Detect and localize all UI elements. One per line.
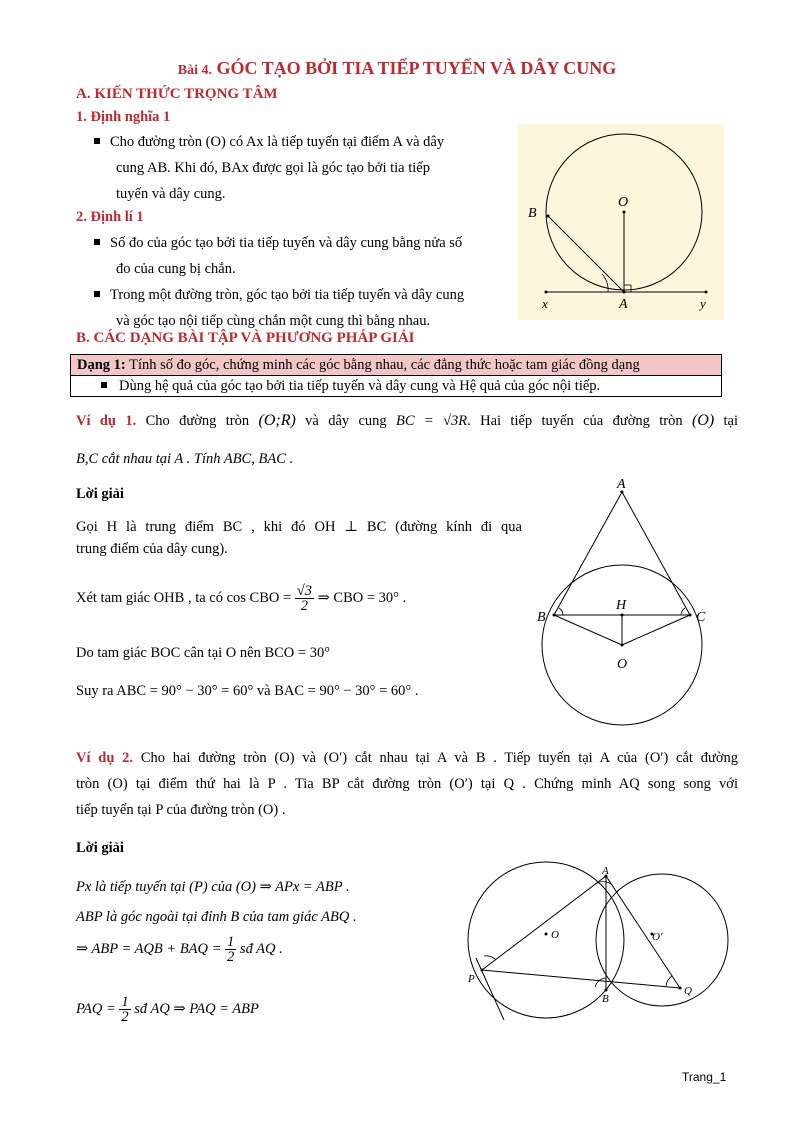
thm2-line-2: và góc tạo nội tiếp cùng chắn một cung thì bằng nhau. xyxy=(116,313,431,329)
thm1-line-1: Số đo của góc tạo bởi tia tiếp tuyến và dây cung bằng nửa số xyxy=(110,235,463,251)
page-number: Trang_1 xyxy=(682,1070,727,1084)
s4-pre: PAQ = xyxy=(76,1001,116,1017)
figure-background xyxy=(518,124,724,320)
theorem-bullet-1 xyxy=(94,230,510,282)
label-o: O xyxy=(617,657,628,672)
ex1-text-c: . Hai tiếp tuyến của đường tròn xyxy=(467,413,683,429)
label-x: x xyxy=(542,296,548,311)
section-a-heading: A. KIẾN THỨC TRỌNG TÂM xyxy=(76,86,278,102)
label-b: B xyxy=(602,993,609,1005)
ex2-line-1: Cho hai đường tròn (O) và (O′) cắt nhau tại A và B . Tiếp tuyến tại A của (O′) cắt đường xyxy=(140,750,739,766)
s4-num: 1 xyxy=(121,994,129,1011)
ex1-circle-o: (O) xyxy=(691,412,715,429)
example1-label: Ví dụ 1. xyxy=(76,413,137,429)
solution2-step3 xyxy=(76,934,283,964)
definition-heading: 1. Định nghĩa 1 xyxy=(76,109,171,125)
tangent-ac xyxy=(622,492,690,615)
label-o-prime: O′ xyxy=(652,931,663,943)
ex2-line-2: tròn (O) tại điểm thứ hai là P . Tia BP cắt đường tròn (O′) tại Q . Chứng minh AQ song song với xyxy=(76,776,738,792)
label-q: Q xyxy=(684,985,692,997)
radius-ob xyxy=(554,615,622,645)
segment-ap xyxy=(482,876,606,970)
ex2-line-3: tiếp tuyến tại P của đường tròn (O) . xyxy=(76,802,286,818)
thm1-line-2: đo của cung bị chắn. xyxy=(116,261,236,277)
example2-statement xyxy=(76,745,738,823)
ex1-circle: (O;R) xyxy=(258,412,296,429)
bullet-square-icon xyxy=(94,138,100,144)
solution2-step4 xyxy=(76,994,259,1024)
ex1-text-b: và dây cung xyxy=(305,413,387,429)
s3-den: 2 xyxy=(227,949,235,966)
label-a: A xyxy=(617,477,626,492)
radius-oc xyxy=(622,615,690,645)
label-o: O xyxy=(618,195,629,210)
def-line-2: cung AB. Khi đó, BAx được gọi là góc tạo bởi tia tiếp xyxy=(116,160,430,176)
bullet-square-icon xyxy=(94,291,100,297)
figure-two-tangents xyxy=(526,476,726,746)
s2-num: √3 xyxy=(296,583,313,600)
s2-den: 2 xyxy=(300,598,309,615)
circle-o xyxy=(468,862,624,1018)
bullet-square-icon xyxy=(101,382,107,388)
dang-hint-box xyxy=(70,375,722,397)
thm2-line-1: Trong một đường tròn, góc tạo bởi tia tiếp tuyến và dây cung xyxy=(110,287,465,303)
page-title xyxy=(0,58,794,79)
solution1-step4: Suy ra ABC = 90° − 30° = 60° và BAC = 90° − 30° = 60° . xyxy=(76,683,419,699)
fraction-sqrt3-over-2 xyxy=(295,584,314,613)
ex1-text-d: tại xyxy=(723,413,739,429)
tangent-ab xyxy=(554,492,622,615)
dang-hint: Dùng hệ quả của góc tạo bởi tia tiếp tuyến và dây cung và Hệ quả của góc nội tiếp. xyxy=(119,378,601,394)
segment-pq xyxy=(482,970,680,988)
dang-box xyxy=(70,354,722,376)
def-line-3: tuyến và dây cung. xyxy=(116,186,226,202)
figure-two-circles xyxy=(456,860,746,1030)
solution1-step2 xyxy=(76,583,406,613)
label-h: H xyxy=(616,598,627,613)
theorem-bullet-2 xyxy=(94,282,510,334)
s2-pre: Xét tam giác OHB , ta có cos CBO = xyxy=(76,590,292,606)
label-c: C xyxy=(696,610,706,625)
example1-line1 xyxy=(76,408,738,434)
s1-line-b: trung điểm của dây cung). xyxy=(76,541,228,557)
s2-post: ⇒ CBO = 30° . xyxy=(317,590,407,606)
def-line-1: Cho đường tròn (O) có Ax là tiếp tuyến tại điểm A và dây xyxy=(110,134,445,150)
solution2-step1: Px là tiếp tuyến tại (P) của (O) ⇒ APx = ABP . xyxy=(76,879,350,895)
label-b: B xyxy=(537,610,546,625)
bullet-square-icon xyxy=(94,239,100,245)
label-a: A xyxy=(602,865,609,877)
s3-num: 1 xyxy=(227,934,235,951)
example1-line2: B,C cắt nhau tại A . Tính ABC, BAC . xyxy=(76,451,294,467)
ex1-text-a: Cho đường tròn xyxy=(145,413,250,429)
example2-label: Ví dụ 2. xyxy=(76,750,134,766)
section-b-heading: B. CÁC DẠNG BÀI TẬP VÀ PHƯƠNG PHÁP GIẢI xyxy=(76,330,415,346)
dang-text: Tính số đo góc, chứng minh các góc bằng nhau, các đẳng thức hoặc tam giác đồng dạng xyxy=(129,357,640,373)
s4-post: sđ AQ ⇒ PAQ = ABP xyxy=(134,1001,259,1017)
title-main: GÓC TẠO BỞI TIA TIẾP TUYẾN VÀ DÂY CUNG xyxy=(216,58,617,78)
solution1-heading: Lời giải xyxy=(76,486,124,502)
dang-label: Dạng 1: xyxy=(77,357,126,373)
s1-line-a: Gọi H là trung điểm BC , khi đó OH ⊥ BC (đường kính đi qua xyxy=(76,519,522,535)
label-b: B xyxy=(528,206,537,221)
s3-post: sđ AQ . xyxy=(239,941,283,957)
label-p: P xyxy=(468,973,475,985)
label-y: y xyxy=(700,296,706,311)
solution1-step1 xyxy=(76,516,522,560)
s3-pre: ⇒ ABP = AQB + BAQ = xyxy=(76,941,222,957)
ex1-chord: BC = √3R xyxy=(396,413,468,429)
fraction-one-half xyxy=(225,935,236,964)
label-a: A xyxy=(619,297,628,312)
solution2-step2: ABP là góc ngoài tại đỉnh B của tam giác ABQ . xyxy=(76,909,357,925)
figure-tangent-chord xyxy=(518,124,724,320)
title-prefix: Bài 4. xyxy=(177,63,212,78)
s4-den: 2 xyxy=(121,1009,129,1026)
label-o: O xyxy=(551,929,559,941)
tangent-px xyxy=(476,958,504,1020)
theorem-heading: 2. Định lí 1 xyxy=(76,209,144,225)
fraction-one-half-2 xyxy=(119,995,130,1024)
solution2-heading: Lời giải xyxy=(76,840,124,856)
definition-bullet xyxy=(94,129,510,207)
solution1-step3: Do tam giác BOC cân tại O nên BCO = 30° xyxy=(76,645,330,661)
